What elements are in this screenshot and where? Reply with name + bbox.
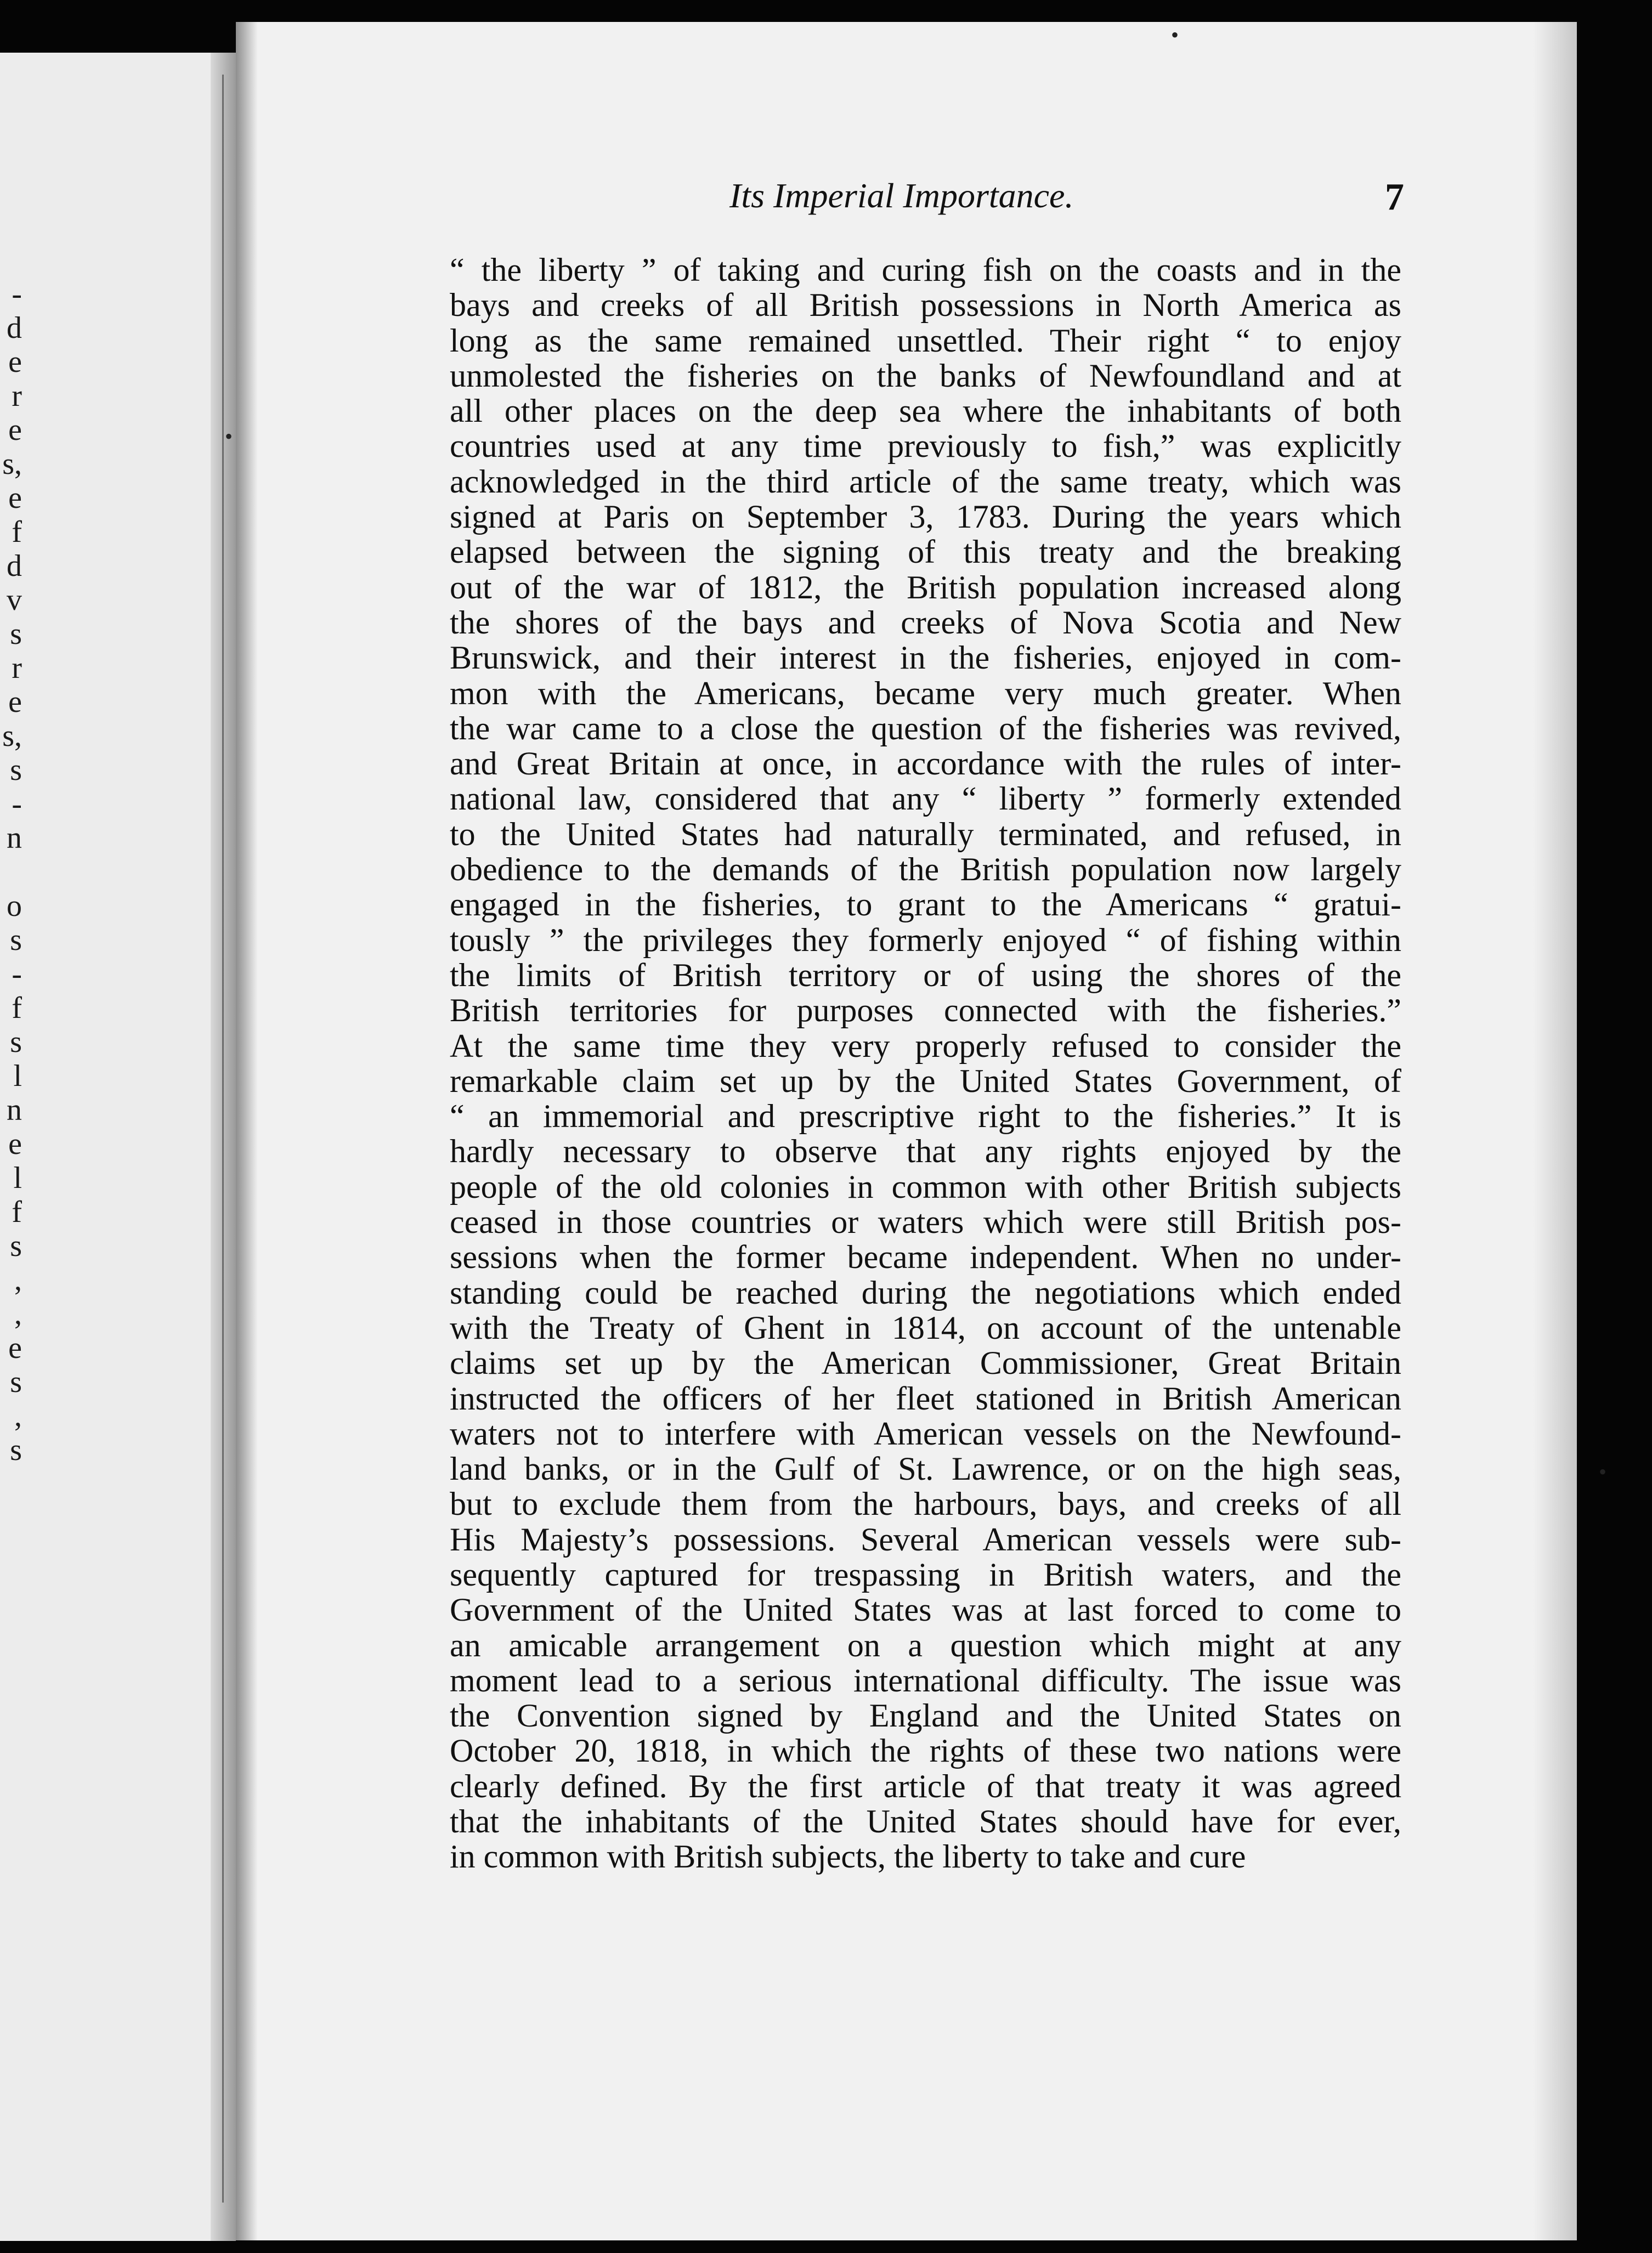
facing-page-glyph: o — [7, 889, 22, 923]
facing-page-glyph: s — [10, 1433, 22, 1467]
text-line: waters not to interfere with American vessels on the Newfound- — [450, 1415, 1401, 1452]
text-line: signed at Paris on September 3, 1783. During the years which — [450, 499, 1401, 535]
text-line: “ an immemorial and prescriptive right to the fisheries.” It is — [450, 1098, 1401, 1135]
facing-page-fragment — [0, 53, 236, 2241]
facing-page-glyph: s, — [2, 447, 22, 481]
text-line: sessions when the former became independent. When no under- — [450, 1239, 1401, 1276]
text-line: all other places on the deep sea where the inhabitants of both — [450, 393, 1401, 429]
text-line: tously ” the privileges they formerly enjoyed “ of fishing within — [450, 921, 1401, 958]
facing-page-glyph: v — [7, 583, 22, 617]
facing-page-glyph: - — [12, 787, 22, 821]
text-line: the Convention signed by England and the United States on — [450, 1697, 1401, 1734]
facing-page-glyph: s, — [2, 719, 22, 753]
gutter-rule — [222, 75, 224, 2203]
text-line: the war came to a close the question of the fisheries was revived, — [450, 710, 1401, 746]
text-line: elapsed between the signing of this treaty and the breaking — [450, 534, 1401, 570]
facing-page-glyph: f — [12, 1195, 22, 1229]
facing-page-glyph: e — [8, 413, 22, 447]
facing-page-glyph: , — [14, 1399, 22, 1433]
facing-page-glyph: s — [10, 1365, 22, 1399]
running-title: Its Imperial Importance. — [729, 176, 1074, 215]
facing-page-glyph: - — [12, 277, 22, 311]
facing-page-glyph: s — [10, 923, 22, 957]
facing-page-glyph: e — [8, 1331, 22, 1365]
scan-speck: • — [1171, 22, 1179, 47]
text-line: ceased in those countries or waters which were still British pos- — [450, 1204, 1401, 1241]
facing-page-glyph: e — [8, 345, 22, 379]
text-line: remarkable claim set up by the United States Government, of — [450, 1062, 1401, 1099]
text-line: October 20, 1818, in which the rights of these two nations were — [450, 1733, 1401, 1769]
text-line: acknowledged in the third article of the same treaty, which was — [450, 463, 1401, 500]
text-line: and Great Britain at once, in accordance with the rules of inter- — [450, 745, 1401, 782]
text-line: to the United States had naturally terminated, and refused, in — [450, 816, 1401, 852]
text-line: clearly defined. By the first article of that treaty it was agreed — [450, 1768, 1401, 1804]
text-line: His Majesty’s possessions. Several American vessels were sub- — [450, 1521, 1401, 1558]
text-line: instructed the officers of her fleet stationed in British American — [450, 1380, 1401, 1417]
text-line: an amicable arrangement on a question which might at any — [450, 1627, 1401, 1663]
facing-page-glyph: , — [14, 1263, 22, 1297]
binding-shadow — [236, 22, 258, 2240]
facing-page-glyph: s — [10, 1025, 22, 1059]
running-header — [499, 176, 1404, 225]
facing-page-glyph — [0, 855, 22, 889]
text-line: national law, considered that any “ liberty ” formerly extended — [450, 780, 1401, 817]
facing-page-glyph: - — [12, 957, 22, 991]
facing-page-glyph: n — [7, 821, 22, 855]
page-number: 7 — [1385, 176, 1404, 218]
text-line: Government of the United States was at last forced to come to — [450, 1592, 1401, 1628]
text-line: the limits of British territory or of using the shores of the — [450, 956, 1401, 993]
text-line: long as the same remained unsettled. Their right “ to enjoy — [450, 322, 1401, 359]
facing-page-glyph: s — [10, 1229, 22, 1263]
text-line: engaged in the fisheries, to grant to the Americans “ gratui- — [450, 886, 1401, 923]
facing-page-glyph: r — [12, 651, 22, 685]
text-line: moment lead to a serious international difficulty. The issue was — [450, 1662, 1401, 1699]
facing-page-glyph: e — [8, 481, 22, 515]
text-line: obedience to the demands of the British population now largely — [450, 851, 1401, 888]
facing-page-glyph: f — [12, 515, 22, 549]
facing-page-glyph: e — [8, 1127, 22, 1161]
facing-page-glyph: n — [7, 1093, 22, 1127]
text-line: countries used at any time previously to fish,” was explicitly — [450, 428, 1401, 465]
text-line: British territories for purposes connected with the fisheries.” — [450, 992, 1401, 1029]
text-line: unmolested the fisheries on the banks of Newfoundland and at — [450, 357, 1401, 394]
facing-page-glyph: l — [13, 1161, 22, 1195]
text-line: “ the liberty ” of taking and curing fish on the coasts and in the — [450, 252, 1401, 288]
scan-speck: • — [225, 424, 233, 449]
facing-page-glyph: s — [10, 617, 22, 651]
text-line: bays and creeks of all British possessions in North America as — [450, 287, 1401, 324]
facing-page-glyph: r — [12, 379, 22, 413]
text-line: hardly necessary to observe that any rights enjoyed by the — [450, 1133, 1401, 1170]
text-line: mon with the Americans, became very much greater. When — [450, 675, 1401, 711]
text-line: the shores of the bays and creeks of Nova Scotia and New — [450, 604, 1401, 641]
facing-page-glyph: l — [13, 1059, 22, 1093]
text-line: Brunswick, and their interest in the fisheries, enjoyed in com- — [450, 639, 1401, 676]
text-line: claims set up by the American Commissioner, Great Britain — [450, 1345, 1401, 1382]
text-line: standing could be reached during the negotiations which ended — [450, 1274, 1401, 1311]
text-line: but to exclude them from the harbours, bays, and creeks of all — [450, 1486, 1401, 1522]
text-line: people of the old colonies in common with other British subjects — [450, 1168, 1401, 1205]
facing-page-glyph: d — [7, 311, 22, 345]
page-edge-shadow — [1533, 22, 1577, 2240]
text-line: sequently captured for trespassing in British waters, and the — [450, 1556, 1401, 1593]
text-line: in common with British subjects, the liberty to take and cure — [450, 1838, 1246, 1875]
text-line: that the inhabitants of the United States should have for ever, — [450, 1803, 1401, 1840]
text-line: land banks, or in the Gulf of St. Lawrence, or on the high seas, — [450, 1451, 1401, 1487]
text-line: At the same time they very properly refused to consider the — [450, 1027, 1401, 1064]
facing-page-glyph: , — [14, 1297, 22, 1331]
body-text — [450, 252, 1401, 1875]
facing-page-line-endings — [0, 277, 22, 1467]
facing-page-glyph: e — [8, 685, 22, 719]
facing-page-glyph: f — [12, 991, 22, 1025]
facing-page-glyph: d — [7, 549, 22, 583]
scan-speck: • — [1599, 1459, 1607, 1484]
facing-page-glyph: s — [10, 753, 22, 787]
text-line: out of the war of 1812, the British population increased along — [450, 569, 1401, 605]
text-line: with the Treaty of Ghent in 1814, on account of the untenable — [450, 1309, 1401, 1346]
